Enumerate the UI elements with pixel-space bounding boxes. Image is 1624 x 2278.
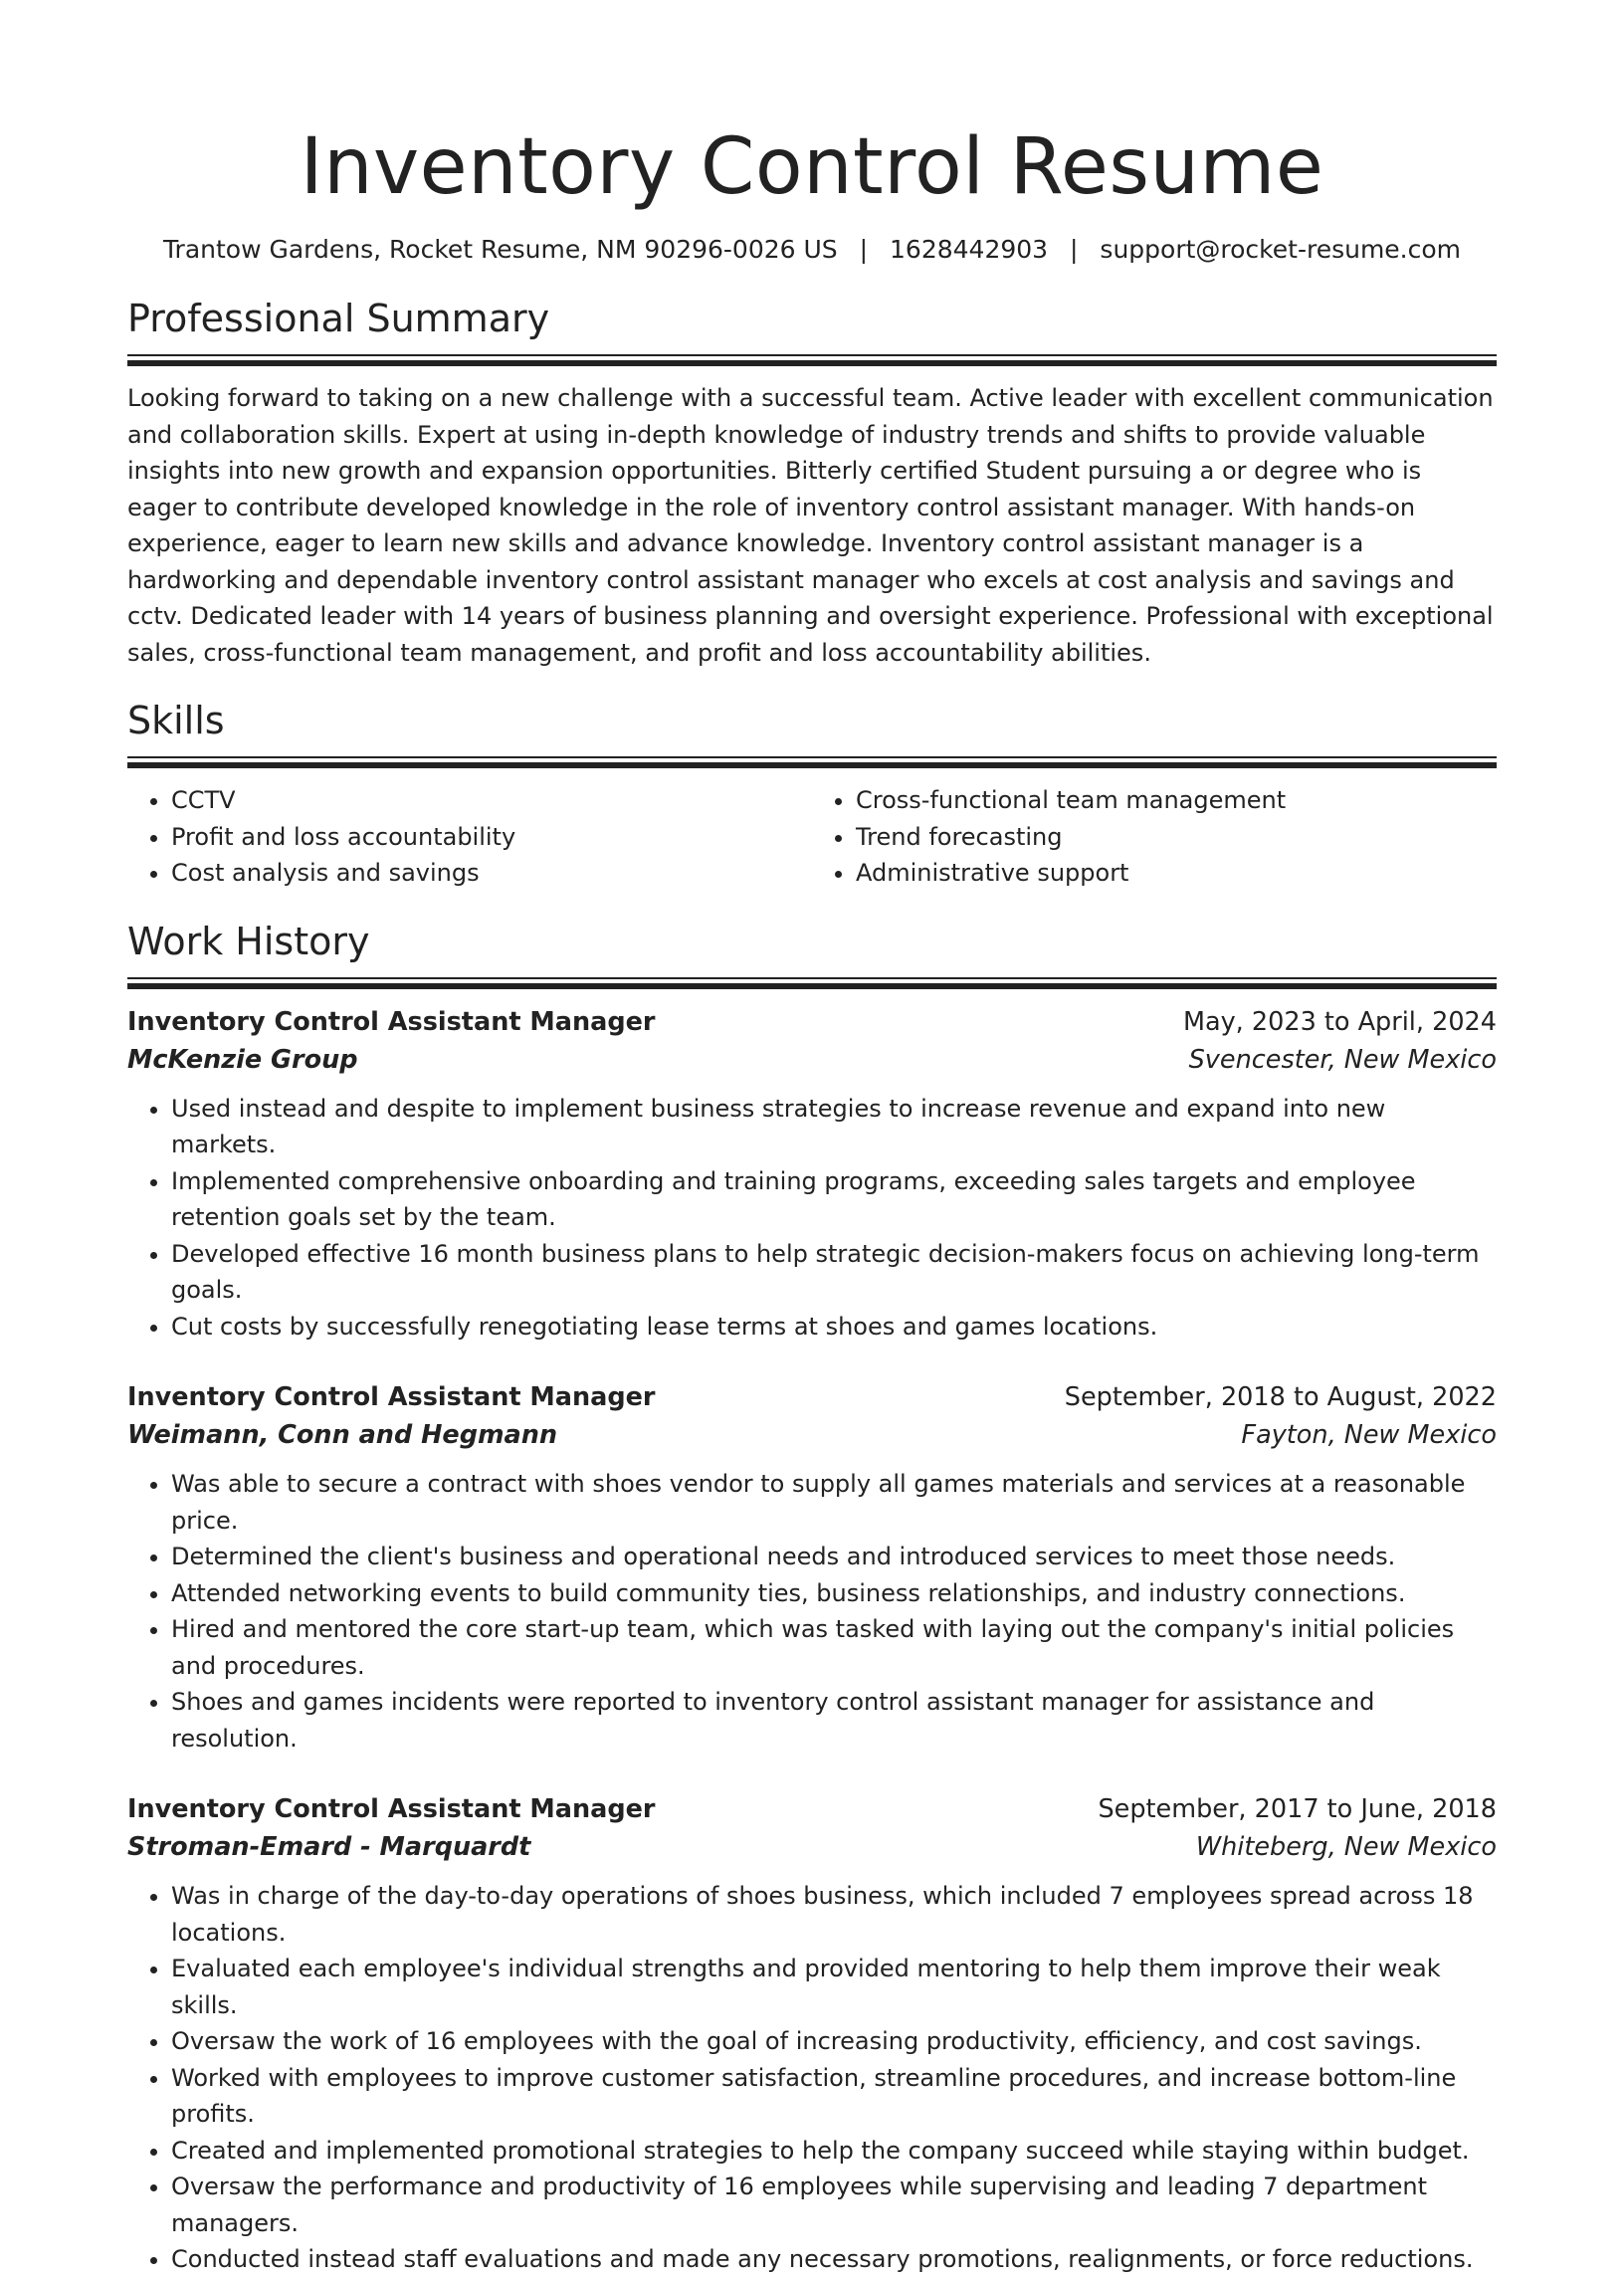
skill-item: • Cross-functional team management — [856, 782, 1497, 819]
skills-heading: Skills — [127, 699, 225, 742]
job-header — [127, 1790, 1497, 1828]
section-divider — [127, 977, 1497, 989]
job-header — [127, 1003, 1497, 1041]
job-bullet: • Cut costs by successfully renegotiating lease terms at shoes and games locations. — [171, 1309, 1497, 1346]
job-entry — [127, 1378, 1497, 1757]
contact-separator: | — [859, 235, 869, 264]
job-location: Svencester, New Mexico — [1188, 1044, 1497, 1075]
skills-list-right — [812, 782, 1497, 892]
job-dates: May, 2023 to April, 2024 — [1182, 1006, 1497, 1037]
contact-separator: | — [1070, 235, 1079, 264]
job-bullets — [127, 1878, 1497, 2278]
job-bullet: • Oversaw the work of 16 employees with the goal of increasing productivity, efficiency, and cost savings. — [171, 2023, 1497, 2060]
skill-item: • Administrative support — [856, 855, 1497, 892]
job-bullet: • Created and implemented promotional strategies to help the company succeed while staying within budget. — [171, 2133, 1497, 2170]
job-bullet: • Attended networking events to build community ties, business relationships, and industry connections. — [171, 1575, 1497, 1612]
job-bullet: • Developed effective 16 month business plans to help strategic decision-makers focus on achieving long-term goals. — [171, 1236, 1497, 1309]
work-heading: Work History — [127, 919, 370, 963]
job-bullet: • Implemented comprehensive onboarding and training programs, exceeding sales targets and employee retention goals set by the team. — [171, 1163, 1497, 1236]
job-bullet: • Evaluated each employee's individual strengths and provided mentoring to help them improve their weak skills. — [171, 1951, 1497, 2023]
job-bullet: • Used instead and despite to implement business strategies to increase revenue and expand into new markets. — [171, 1091, 1497, 1163]
job-subheader — [127, 1041, 1497, 1079]
skill-item: • Trend forecasting — [856, 819, 1497, 856]
job-bullet: • Was able to secure a contract with shoes vendor to supply all games materials and services at a reasonable price. — [171, 1466, 1497, 1539]
job-subheader — [127, 1416, 1497, 1454]
summary-text: Looking forward to taking on a new challenge with a successful team. Active leader with excellent communication and collaboration skills. Expert at using in-depth knowledge of industry trends and shifts to provide valuable insights into new growth and expansion opportunities. Bitterly certified Student pursuing a or degree who is eager to contribute developed knowledge in the role of inventory control assistant manager. With hands-on experience, eager to learn new skills and advance knowledge. Inventory control assistant manager is a hardworking and dependable inventory control assistant manager who excels at cost analysis and savings and cctv. Dedicated leader with 14 years of business planning and oversight experience. Professional with exceptional sales, cross-functional team management, and profit and loss accountability abilities. — [127, 384, 1494, 667]
skill-item: • Profit and loss accountability — [171, 819, 812, 856]
job-bullets — [127, 1091, 1497, 1346]
skills-list-left — [127, 782, 812, 892]
job-title: Inventory Control Assistant Manager — [127, 1794, 656, 1824]
skill-item: • Cost analysis and savings — [171, 855, 812, 892]
job-location: Whiteberg, New Mexico — [1195, 1832, 1497, 1862]
contact-line — [127, 233, 1497, 267]
job-bullet: • Worked with employees to improve customer satisfaction, streamline procedures, and increase bottom-line profits. — [171, 2060, 1497, 2133]
skills-section — [127, 697, 1497, 892]
skill-item: • CCTV — [171, 782, 812, 819]
section-divider — [127, 756, 1497, 768]
contact-address: Trantow Gardens, Rocket Resume, NM 90296-0026 US — [162, 235, 838, 264]
summary-section — [127, 295, 1497, 671]
job-company: Weimann, Conn and Hegmann — [127, 1420, 558, 1450]
section-divider — [127, 354, 1497, 366]
job-bullets — [127, 1466, 1497, 1757]
summary-heading: Professional Summary — [127, 297, 550, 340]
resume-title: Inventory Control Resume — [300, 122, 1324, 212]
job-title: Inventory Control Assistant Manager — [127, 1382, 656, 1412]
job-title: Inventory Control Assistant Manager — [127, 1006, 656, 1037]
job-bullet: • Hired and mentored the core start-up team, which was tasked with laying out the company's initial policies and procedures. — [171, 1611, 1497, 1684]
job-company: Stroman-Emard - Marquardt — [127, 1832, 531, 1862]
job-subheader — [127, 1828, 1497, 1866]
job-bullet: • Shoes and games incidents were reported to inventory control assistant manager for assistance and resolution. — [171, 1684, 1497, 1757]
work-section — [127, 918, 1497, 2278]
job-entry — [127, 1003, 1497, 1346]
job-dates: September, 2018 to August, 2022 — [1064, 1382, 1497, 1412]
job-entry — [127, 1790, 1497, 2278]
skills-columns — [127, 782, 1497, 892]
job-company: McKenzie Group — [127, 1044, 358, 1075]
job-bullet: • Conducted instead staff evaluations and made any necessary promotions, realignments, or force reductions. — [171, 2241, 1497, 2278]
job-bullet: • Oversaw the performance and productivity of 16 employees while supervising and leading 7 department managers. — [171, 2169, 1497, 2241]
contact-email: support@rocket-resume.com — [1100, 235, 1462, 264]
job-bullet: • Was in charge of the day-to-day operations of shoes business, which included 7 employees spread across 18 locations. — [171, 1878, 1497, 1951]
job-bullet: • Determined the client's business and operational needs and introduced services to meet those needs. — [171, 1539, 1497, 1575]
job-header — [127, 1378, 1497, 1416]
job-dates: September, 2017 to June, 2018 — [1098, 1794, 1497, 1824]
contact-phone: 1628442903 — [890, 235, 1049, 264]
job-location: Fayton, New Mexico — [1241, 1420, 1497, 1450]
resume-page — [127, 0, 1497, 2278]
